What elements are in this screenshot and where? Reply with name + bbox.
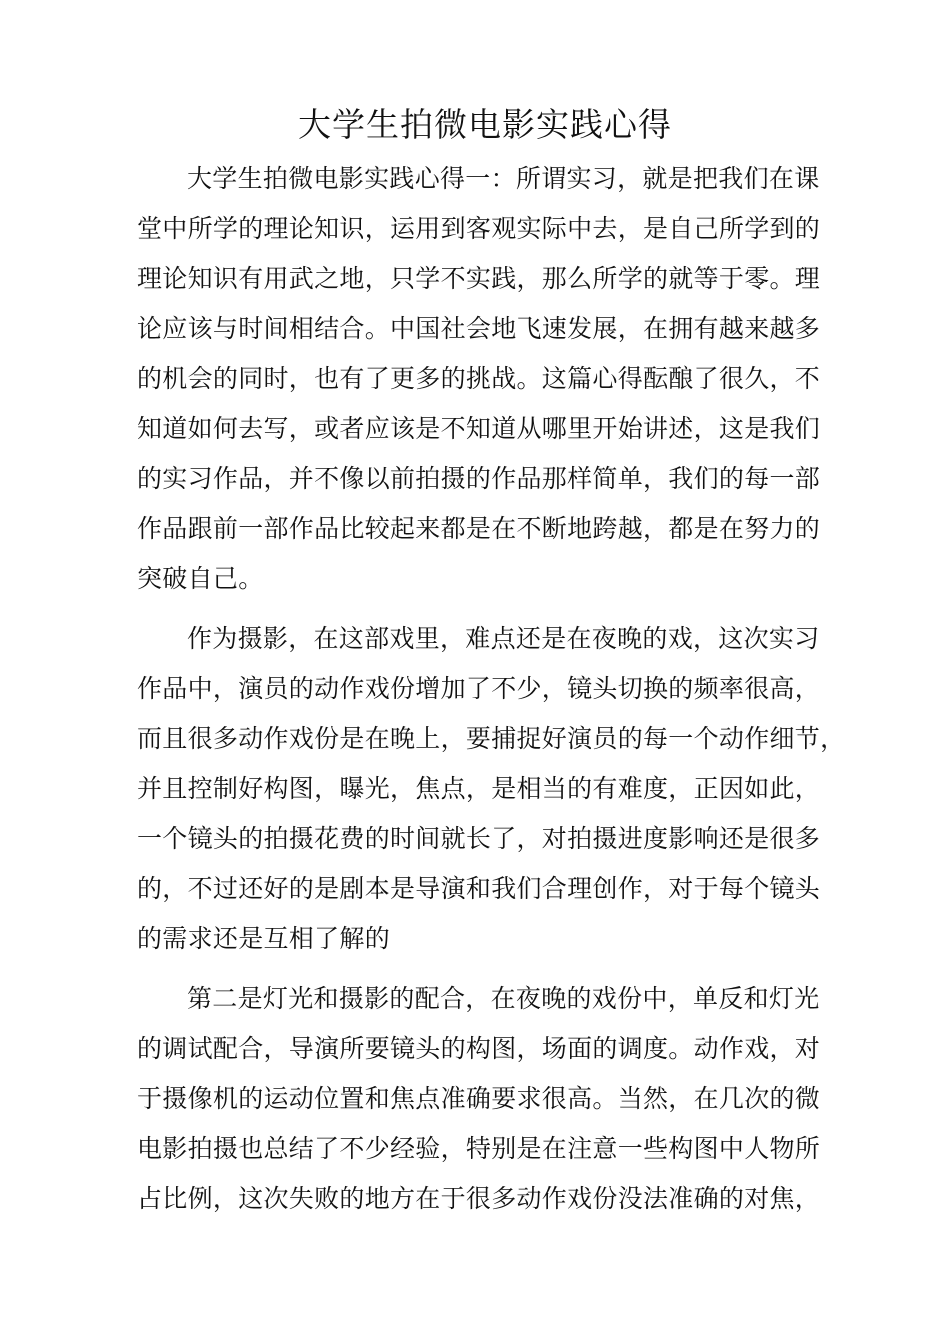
text-line: 第二是灯光和摄影的配合，在夜晚的戏份中，单反和灯光 [187,984,820,1013]
text-line: 电影拍摄也总结了不少经验，特别是在注意一些构图中人物所 [137,1134,821,1163]
text-line: 堂中所学的理论知识，运用到客观实际中去，是自己所学到的 [137,214,821,243]
text-line: 论应该与时间相结合。中国社会地飞速发展，在拥有越来越多 [137,314,821,343]
text-line: 的，不过还好的是剧本是导演和我们合理创作，对于每个镜头 [137,874,821,903]
text-line: 占比例，这次失败的地方在于很多动作戏份没法准确的对焦， [137,1184,821,1213]
text-line: 并且控制好构图，曝光，焦点，是相当的有难度，正因如此， [137,774,821,803]
text-line: 作品中，演员的动作戏份增加了不少，镜头切换的频率很高， [137,674,821,703]
text-line: 的实习作品，并不像以前拍摄的作品那样简单，我们的每一部 [137,464,821,493]
document-title: 大学生拍微电影实践心得 [298,105,672,144]
text-line: 而且很多动作戏份是在晚上，要捕捉好演员的每一个动作细节， [137,724,846,753]
text-line: 突破自己。 [137,564,264,593]
text-line: 于摄像机的运动位置和焦点准确要求很高。当然，在几次的微 [137,1084,821,1113]
text-line: 的需求还是互相了解的 [137,924,391,953]
text-line: 的调试配合，导演所要镜头的构图，场面的调度。动作戏，对 [137,1034,821,1063]
text-line: 知道如何去写，或者应该是不知道从哪里开始讲述，这是我们 [137,414,821,443]
text-line: 的机会的同时，也有了更多的挑战。这篇心得酝酿了很久，不 [137,364,821,393]
text-line: 大学生拍微电影实践心得一：所谓实习，就是把我们在课 [187,164,820,193]
text-line: 作为摄影，在这部戏里，难点还是在夜晚的戏，这次实习 [187,624,820,653]
text-line: 作品跟前一部作品比较起来都是在不断地跨越，都是在努力的 [137,514,821,543]
paragraph [137,974,837,1224]
paragraph [137,154,837,604]
text-line: 理论知识有用武之地，只学不实践，那么所学的就等于零。理 [137,264,821,293]
paragraph [137,614,846,964]
document-body [137,154,846,1234]
text-line: 一个镜头的拍摄花费的时间就长了，对拍摄进度影响还是很多 [137,824,821,853]
